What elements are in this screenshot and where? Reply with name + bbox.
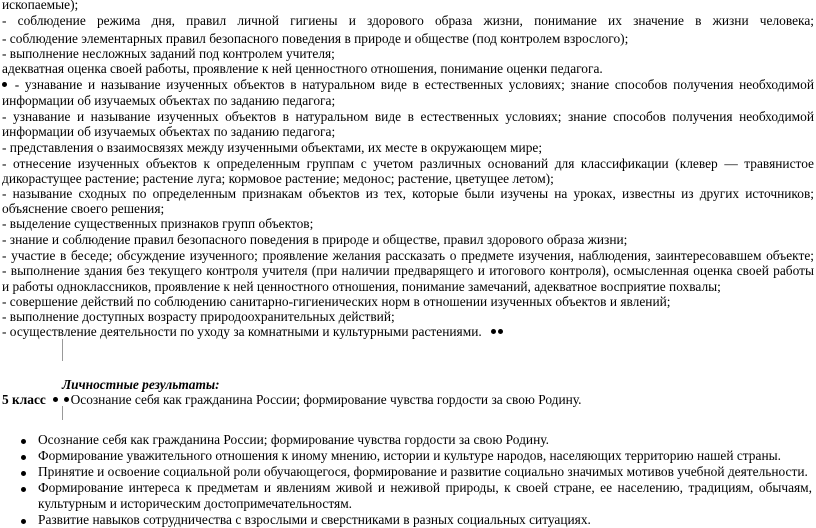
bullet-icon: [498, 329, 503, 334]
bullet-icon: [491, 329, 496, 334]
text-line: - выполнение доступных возрасту природоохранительных действий;: [2, 309, 395, 324]
text-line: адекватная оценка своей работы, проявление к ней ценностного отношения, понимание оценки педагога.: [2, 61, 603, 76]
grade-text: Осознание себя как гражданина России; формирование чувства гордости за свою Родину.: [70, 392, 582, 407]
list-item-continuation: культурным и историческим достопримечательностям.: [38, 496, 353, 511]
list-item: Осознание себя как гражданина России; формирование чувства гордости за свою Родину.: [38, 432, 549, 447]
text-line: - представления о взаимосвязях между изученными объектами, их месте в окружающем мире;: [2, 140, 543, 155]
text-line: и работы одноклассников, проявление к ней ценностного отношения, понимание замечаний, адекватное восприятие похвалы;: [2, 279, 721, 294]
bullet-icon: [21, 455, 26, 460]
vertical-bar: [62, 406, 63, 420]
section-heading: Личностные результаты:: [62, 377, 220, 392]
bullet-icon: [53, 397, 58, 402]
list-item: Формирование интереса к предметам и явлениям живой и неживой природы, к своей стране, ее населению, традициям, обычаям,: [38, 480, 812, 495]
bullet-icon: [21, 487, 26, 492]
list-item: Развитие навыков сотрудничества с взрослыми и сверстниками в разных социальных ситуациях.: [38, 512, 591, 527]
text-line-with-bullet: [2, 77, 814, 93]
bullet-icon: [2, 82, 7, 87]
vertical-bar: [62, 339, 63, 361]
bullet-icon: [64, 397, 69, 402]
text-span: - узнавание и называние изученных объектов в натуральном виде в естественных условиях; знание способов получения необходимой: [9, 77, 814, 92]
text-line: - называние сходных по определенным признакам объектов из тех, которые были изучены на уроках, известны из других источников;: [2, 186, 814, 201]
text-line: объяснение своего решения;: [2, 201, 165, 216]
text-line: - узнавание и называние изученных объектов в натуральном виде в естественных условиях; знание способов получения необходимой: [2, 109, 814, 124]
text-line: информации об изучаемых объектах по заданию педагога;: [2, 93, 336, 108]
text-line: - выполнение здания без текущего контроля учителя (при наличии предварящего и итогового контроля), осмысленная оценка своей работы: [2, 263, 814, 278]
text-line: - соблюдение режима дня, правил личной гигиены и здорового образа жизни, понимание их значение в жизни человека;: [2, 13, 814, 28]
text-line: дикорастущее растение; растение луга; кормовое растение; медонос; растение, цветущее летом);: [2, 171, 554, 186]
grade-line: [2, 392, 582, 408]
text-line: - выделение существенных признаков групп объектов;: [2, 216, 314, 231]
text-line: ископаемые);: [2, 0, 79, 12]
text-line: информации об изучаемых объектах по заданию педагога;: [2, 124, 336, 139]
grade-label: 5 класс: [2, 392, 46, 407]
bullet-icon: [21, 519, 26, 524]
text-line-with-bullets: [2, 324, 814, 340]
text-line: - совершение действий по соблюдению санитарно-гигиенических норм в отношении изученных объектов и явлений;: [2, 294, 671, 309]
text-line: - соблюдение элементарных правил безопасного поведения в природе и обществе (под контролем взрослого);: [2, 31, 629, 46]
list-item: Формирование уважительного отношения к иному мнению, истории и культуре народов, населяющих территорию нашей страны.: [38, 448, 781, 463]
text-line: - участие в беседе; обсуждение изученного; проявление желания рассказать о предмете изучения, наблюдения, заинтересовавшем объекте;: [2, 248, 814, 263]
bullet-icon: [21, 471, 26, 476]
text-line: - выполнение несложных заданий под контролем учителя;: [2, 46, 335, 61]
bullet-icon: [21, 439, 26, 444]
list-item: Принятие и освоение социальной роли обучающегося, формирование и развитие социально значимых мотивов учебной деятельности.: [38, 464, 808, 479]
text-span: - осуществление деятельности по уходу за комнатными и культурными растениями.: [2, 324, 482, 339]
text-line: - знание и соблюдение правил безопасного поведения в природе и обществе, правил здорового образа жизни;: [2, 232, 628, 247]
text-line: - отнесение изученных объектов к определенным группам с учетом различных оснований для классификации (клевер — травянистое: [2, 156, 814, 171]
